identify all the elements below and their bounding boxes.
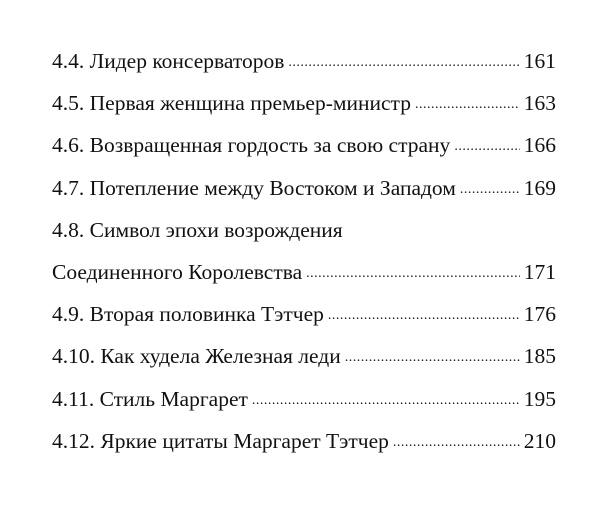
- toc-entry-page: 176: [523, 302, 556, 327]
- dot-leader: [288, 47, 519, 79]
- dot-leader: [454, 131, 519, 163]
- toc-entry-page: 169: [523, 175, 556, 200]
- toc-entry-4-8-line-1: [52, 214, 556, 256]
- toc-entry-4-8-line-2: [52, 256, 556, 298]
- toc-entry-title: 4.6. Возвращенная гордость за свою страну: [52, 133, 451, 158]
- toc-entry-page: 163: [523, 91, 556, 116]
- dot-leader: [460, 174, 520, 206]
- toc-entry-4-4: [52, 45, 556, 87]
- toc-entry-title: 4.4. Лидер консерваторов: [52, 49, 285, 73]
- dot-leader: [393, 427, 520, 459]
- toc-entry-page: 210: [523, 428, 556, 453]
- dot-leader: [306, 258, 520, 290]
- toc-entry-4-5: [52, 87, 556, 129]
- toc-entry-4-9: [52, 298, 556, 340]
- toc-entry-page: 171: [523, 259, 556, 284]
- toc-entry-title: 4.12. Яркие цитаты Маргарет Тэтчер: [52, 428, 389, 453]
- toc-entry-4-12: [52, 425, 556, 467]
- toc-entry-page: 185: [523, 344, 556, 369]
- toc-entry-4-11: [52, 383, 556, 425]
- dot-leader: [252, 385, 520, 417]
- toc-entry-title: 4.11. Стиль Маргарет: [52, 386, 248, 411]
- dot-leader: [328, 300, 520, 332]
- toc-entry-page: 166: [523, 133, 556, 158]
- toc-entry-4-6: [52, 129, 556, 171]
- toc-entry-title: Соединенного Королевства: [52, 259, 303, 284]
- toc-entry-page: 161: [523, 49, 556, 73]
- toc-entry-4-10: [52, 340, 556, 382]
- toc-entry-title: 4.10. Как худела Железная леди: [52, 344, 341, 369]
- toc-entry-4-7: [52, 172, 556, 214]
- toc-entry-title: 4.8. Символ эпохи возрождения: [52, 217, 343, 242]
- dot-leader: [415, 89, 520, 121]
- dot-leader: [345, 342, 520, 374]
- toc-entry-page: 195: [523, 386, 556, 411]
- toc-entry-title: 4.7. Потепление между Востоком и Западом: [52, 175, 456, 200]
- toc-entry-title: 4.9. Вторая половинка Тэтчер: [52, 302, 324, 327]
- toc-entry-title: 4.5. Первая женщина премьер-министр: [52, 91, 411, 116]
- table-of-contents: [52, 45, 556, 467]
